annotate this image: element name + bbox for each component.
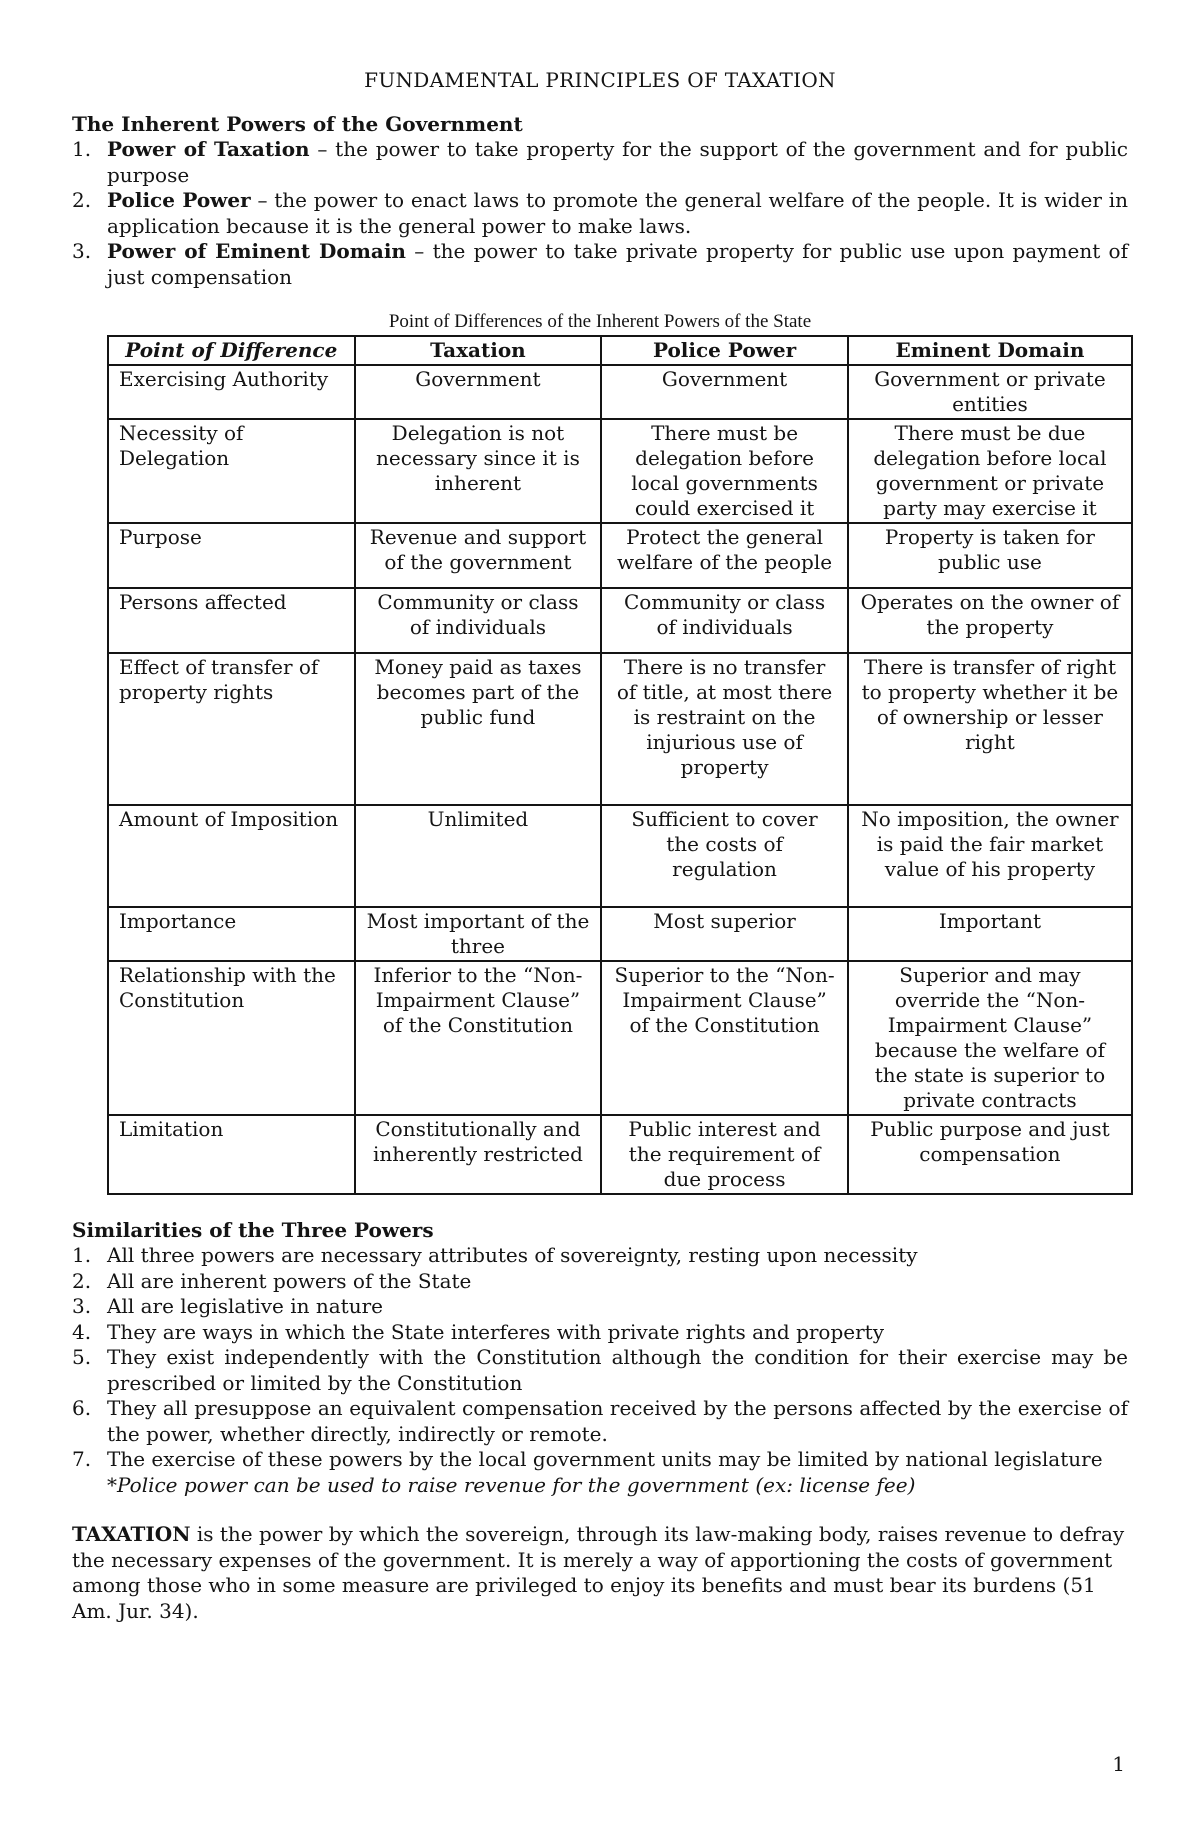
row-label: Effect of transfer of property rights: [108, 653, 355, 805]
list-item: 3. Power of Eminent Domain – the power to take private property for public use upon payment of just compensation: [72, 239, 1128, 289]
table-cell: Community or class of individuals: [355, 588, 602, 653]
row-label: Relationship with the Constitution: [108, 961, 355, 1115]
table-cell: Delegation is not necessary since it is inherent: [355, 419, 602, 523]
table-cell: Sufficient to cover the costs of regulation: [601, 805, 848, 907]
row-label: Purpose: [108, 523, 355, 588]
column-header: Eminent Domain: [848, 336, 1132, 365]
row-label: Limitation: [108, 1115, 355, 1194]
table-cell: No imposition, the owner is paid the fair market value of his property: [848, 805, 1132, 907]
table-row: [108, 419, 1132, 523]
table-cell: Superior and may override the “Non-Impairment Clause” because the welfare of the state is superior to private contracts: [848, 961, 1132, 1115]
table-cell: Government or private entities: [848, 365, 1132, 419]
table-cell: There is transfer of right to property whether it be of ownership or lesser right: [848, 653, 1132, 805]
table-cell: Community or class of individuals: [601, 588, 848, 653]
row-label: Importance: [108, 907, 355, 961]
list-item: 3. All are legislative in nature: [72, 1294, 383, 1318]
column-header: Police Power: [601, 336, 848, 365]
table-header-row: [108, 336, 1132, 365]
row-label: Necessity of Delegation: [108, 419, 355, 523]
row-label: Exercising Authority: [108, 365, 355, 419]
list-item: 7. The exercise of these powers by the local government units may be limited by national legislature: [72, 1447, 1103, 1471]
table-cell: Constitutionally and inherently restricted: [355, 1115, 602, 1194]
column-header: Point of Difference: [108, 336, 355, 365]
power-definition: – the power to take property for the support of the government and for public purpose: [107, 137, 1128, 187]
page-number: 1: [1112, 1752, 1125, 1776]
differences-table: [107, 335, 1133, 1195]
table-cell: Most important of the three: [355, 907, 602, 961]
inherent-powers-list: [72, 137, 1128, 290]
table-row: [108, 961, 1132, 1115]
list-item: 5. They exist independently with the Constitution although the condition for their exercise may be prescribed or limited by the Constitution: [72, 1345, 1128, 1395]
row-label: Amount of Imposition: [108, 805, 355, 907]
document-title: FUNDAMENTAL PRINCIPLES OF TAXATION: [364, 68, 836, 92]
similarities-list: [72, 1243, 1128, 1498]
table-cell: There must be delegation before local governments could exercised it: [601, 419, 848, 523]
taxation-definition: TAXATION is the power by which the sovereign, through its law-making body, raises revenue to defray the necessary expenses of the government. It is merely a way of apportioning the costs of government among those who in some measure are privileged to enjoy its benefits and must bear its burdens (51 Am. Jur. 34).: [72, 1522, 1125, 1623]
power-term: Police Power: [107, 188, 251, 212]
similarities-heading: Similarities of the Three Powers: [72, 1218, 434, 1242]
table-cell: Unlimited: [355, 805, 602, 907]
column-header: Taxation: [355, 336, 602, 365]
table-cell: Most superior: [601, 907, 848, 961]
row-label: Persons affected: [108, 588, 355, 653]
table-caption: Point of Differences of the Inherent Powers of the State: [388, 311, 812, 332]
list-item: 4. They are ways in which the State interferes with private rights and property: [72, 1319, 885, 1344]
table-row: [108, 1115, 1132, 1194]
list-item: 6. They all presuppose an equivalent compensation received by the persons affected by the exercise of the power, whether directly, indirectly or remote.: [72, 1396, 1128, 1446]
table-cell: Money paid as taxes becomes part of the public fund: [355, 653, 602, 805]
table-cell: Important: [848, 907, 1132, 961]
list-item: 1. All three powers are necessary attributes of sovereignty, resting upon necessity: [72, 1243, 918, 1267]
power-definition: – the power to enact laws to promote the general welfare of the people. It is wider in application because it is the general power to make laws.: [107, 188, 1128, 238]
police-power-note: *Police power can be used to raise revenue for the government (ex: license fee): [107, 1472, 916, 1497]
table-cell: There must be due delegation before local government or private party may exercise it: [848, 419, 1132, 523]
table-row: [108, 805, 1132, 907]
table-cell: Protect the general welfare of the people: [601, 523, 848, 588]
list-item: 2. All are inherent powers of the State: [72, 1268, 472, 1293]
table-cell: Superior to the “Non-Impairment Clause” of the Constitution: [601, 961, 848, 1115]
table-cell: Inferior to the “Non-Impairment Clause” of the Constitution: [355, 961, 602, 1115]
table-row: [108, 365, 1132, 419]
table-row: [108, 907, 1132, 961]
power-definition: – the power to take private property for public use upon payment of just compensation: [107, 239, 1128, 289]
table-cell: Property is taken for public use: [848, 523, 1132, 588]
taxation-term: TAXATION: [72, 1522, 191, 1546]
power-term: Power of Taxation: [107, 137, 310, 161]
table-cell: Revenue and support of the government: [355, 523, 602, 588]
table-row: [108, 588, 1132, 653]
power-term: Power of Eminent Domain: [107, 239, 406, 263]
table-cell: Government: [355, 365, 602, 419]
inherent-powers-heading: The Inherent Powers of the Government: [72, 112, 523, 136]
list-item: 2. Police Power – the power to enact laws to promote the general welfare of the people. It is wider in application because it is the general power to make laws.: [72, 188, 1128, 238]
table-cell: Public purpose and just compensation: [848, 1115, 1132, 1194]
table-cell: Public interest and the requirement of due process: [601, 1115, 848, 1194]
table-row: [108, 653, 1132, 805]
list-item: 1. Power of Taxation – the power to take property for the support of the government and for public purpose: [72, 137, 1128, 187]
table-cell: There is no transfer of title, at most there is restraint on the injurious use of property: [601, 653, 848, 805]
table-cell: Operates on the owner of the property: [848, 588, 1132, 653]
table-cell: Government: [601, 365, 848, 419]
table-row: [108, 523, 1132, 588]
